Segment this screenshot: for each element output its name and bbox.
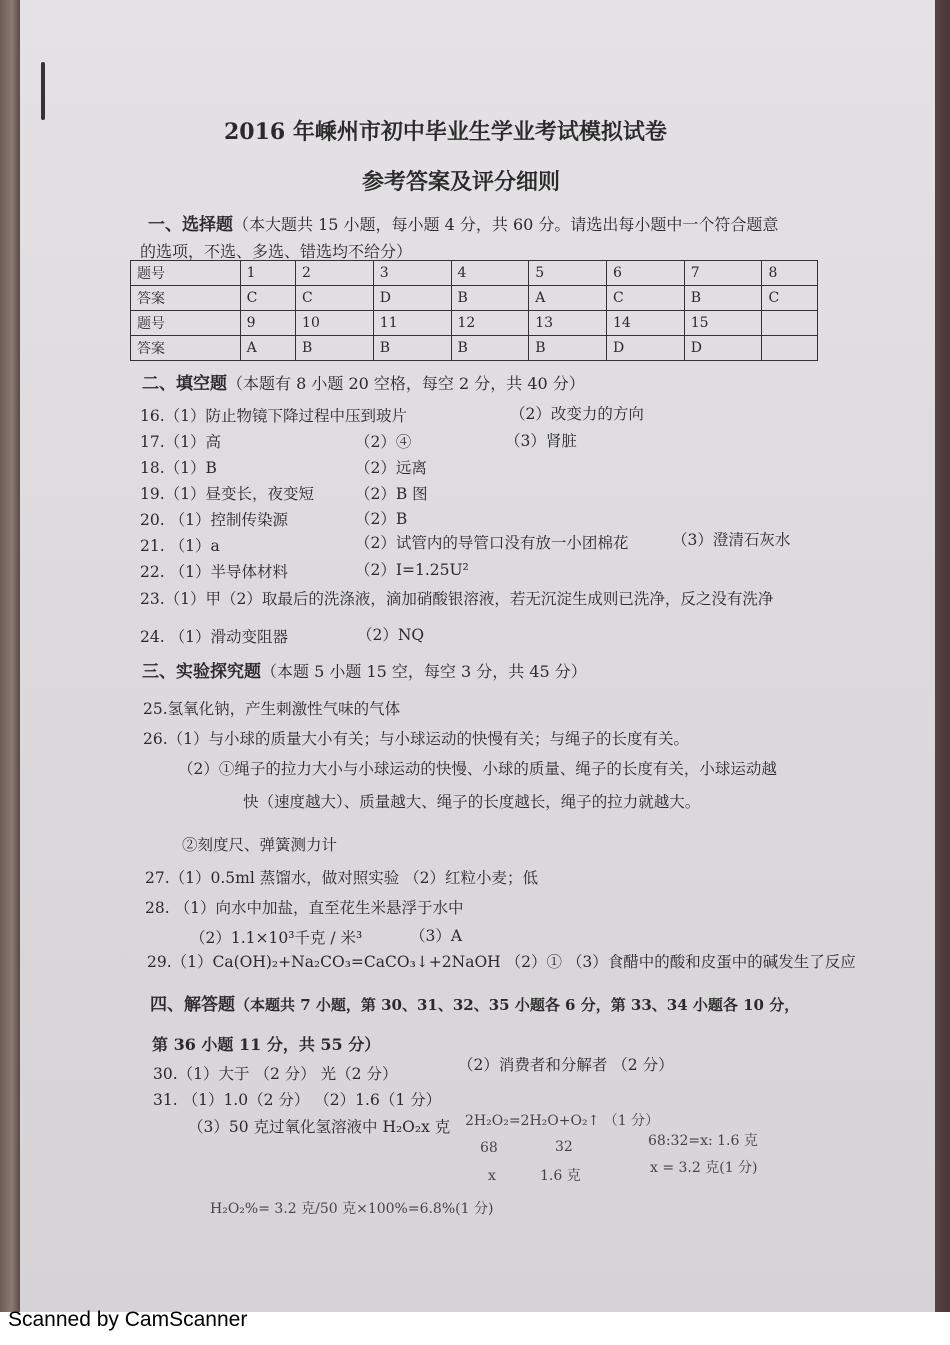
table-cell: 题号 xyxy=(131,261,241,286)
table-cell: D xyxy=(606,336,684,361)
answer-31-3: （3）50 克过氧化氢溶液中 H₂O₂x 克 xyxy=(188,1118,451,1136)
table-cell: 5 xyxy=(529,261,607,286)
table-cell: 6 xyxy=(606,261,684,286)
answer-22-2: （2）I=1.25U² xyxy=(355,561,469,579)
answer-23: 23.（1）甲（2）取最后的洗涤液，滴加硝酸银溶液，若无沉淀生成则已洗净，反之没有洗净 xyxy=(140,590,774,608)
equation: 2H₂O₂=2H₂O+O₂↑ （1 分） xyxy=(465,1113,660,1129)
table-cell: 12 xyxy=(451,311,529,336)
answer-20-1: 20. （1）控制传染源 xyxy=(140,511,288,529)
answer-25: 25.氢氧化钠，产生刺激性气味的气体 xyxy=(143,700,401,718)
table-cell: B xyxy=(451,286,529,311)
table-row xyxy=(131,261,818,286)
section-2-header xyxy=(142,369,585,394)
table-cell: B xyxy=(684,286,762,311)
section-1-heading: 一、选择题 xyxy=(148,215,233,235)
answer-22-1: 22. （1）半导体材料 xyxy=(140,563,288,581)
table-cell: 3 xyxy=(373,261,451,286)
answer-18-2: （2）远离 xyxy=(355,459,427,477)
ratio: 68:32=x: 1.6 克 xyxy=(648,1133,758,1149)
answer-21-3: （3）澄清石灰水 xyxy=(672,531,791,549)
scanner-watermark: Scanned by CamScanner xyxy=(8,1308,248,1331)
answer-16-1: 16.（1）防止物镜下降过程中压到玻片 xyxy=(140,407,408,425)
table-cell: 13 xyxy=(529,311,607,336)
table-cell: 2 xyxy=(296,261,374,286)
mass-1-6: 1.6 克 xyxy=(540,1168,581,1184)
section-2-desc: （本题有 8 小题 20 空格，每空 2 分，共 40 分） xyxy=(227,374,585,393)
section-1-header xyxy=(148,210,778,235)
table-cell: B xyxy=(373,336,451,361)
table-cell: 4 xyxy=(451,261,529,286)
page-title: 2016 年嵊州市初中毕业生学业考试模拟试卷 xyxy=(224,119,667,145)
table-cell: C xyxy=(240,286,295,311)
section-1-desc: （本大题共 15 小题，每小题 4 分，共 60 分。请选出每小题中一个符合题意 xyxy=(233,215,779,234)
answer-26-2-cont: 快（速度越大）、质量越大、绳子的长度越长，绳子的拉力就越大。 xyxy=(243,793,701,811)
answer-table xyxy=(130,260,818,361)
unknown-x: x xyxy=(488,1168,496,1184)
answer-20-2: （2）B xyxy=(355,510,408,528)
table-row xyxy=(131,311,818,336)
table-cell xyxy=(762,336,818,361)
answer-26-3: ②刻度尺、弹簧测力计 xyxy=(182,836,338,854)
table-cell: 10 xyxy=(296,311,374,336)
answer-18-1: 18.（1）B xyxy=(140,459,217,477)
answer-30-1: 30.（1）大于 （2 分） 光（2 分） xyxy=(153,1065,398,1083)
table-cell: C xyxy=(762,286,818,311)
mass-32: 32 xyxy=(555,1139,573,1155)
table-cell: 11 xyxy=(373,311,451,336)
table-cell: C xyxy=(296,286,374,311)
answer-24-1: 24. （1）滑动变阻器 xyxy=(140,628,288,646)
answer-17-1: 17.（1）高 xyxy=(140,433,222,451)
answer-26-1: 26.（1）与小球的质量大小有关；与小球运动的快慢有关；与绳子的长度有关。 xyxy=(143,730,690,748)
section-4-header xyxy=(150,990,799,1015)
answer-19-2: （2）B 图 xyxy=(355,485,428,503)
section-3-header xyxy=(142,657,587,682)
answer-26-2: （2）①绳子的拉力大小与小球运动的快慢、小球的质量、绳子的长度有关，小球运动越 xyxy=(178,760,777,778)
table-cell: 答案 xyxy=(131,286,241,311)
table-row xyxy=(131,336,818,361)
section-4-desc-2: 第 36 小题 11 分，共 55 分） xyxy=(152,1035,381,1054)
answer-17-2: （2）④ xyxy=(355,433,412,451)
table-cell: 14 xyxy=(606,311,684,336)
section-4-heading: 四、解答题 xyxy=(150,995,235,1015)
answer-28-1: 28. （1）向水中加盐，直至花生米悬浮于水中 xyxy=(145,899,464,917)
answer-16-2: （2）改变力的方向 xyxy=(510,405,644,423)
answer-19-1: 19.（1）昼变长，夜变短 xyxy=(140,485,315,503)
table-cell: D xyxy=(373,286,451,311)
section-4-desc: （本题共 7 小题，第 30、31、32、35 小题各 6 分，第 33、34 小题各 10 分， xyxy=(235,996,800,1014)
table-cell xyxy=(762,311,818,336)
table-cell: 15 xyxy=(684,311,762,336)
table-cell: A xyxy=(240,336,295,361)
percentage: H₂O₂%= 3.2 克/50 克×100%=6.8%(1 分) xyxy=(210,1201,494,1217)
table-cell: A xyxy=(529,286,607,311)
answer-21-1: 21. （1）a xyxy=(140,537,220,555)
answer-30-2: （2）消费者和分解者 （2 分） xyxy=(458,1056,674,1074)
section-1-desc-2: 的选项，不选、多选、错选均不给分） xyxy=(140,242,413,261)
table-cell: B xyxy=(529,336,607,361)
section-3-heading: 三、实验探究题 xyxy=(142,662,261,682)
table-cell: 7 xyxy=(684,261,762,286)
answer-24-2: （2）NQ xyxy=(357,626,425,644)
table-cell: B xyxy=(296,336,374,361)
answer-29: 29.（1）Ca(OH)₂+Na₂CO₃=CaCO₃↓+2NaOH （2）① （3）食醋中的酸和皮蛋中的碱发生了反应 xyxy=(147,953,856,971)
mass-68: 68 xyxy=(480,1140,498,1156)
answer-31-1: 31. （1）1.0（2 分） （2）1.6（1 分） xyxy=(153,1091,442,1109)
table-cell: 题号 xyxy=(131,311,241,336)
table-cell: 8 xyxy=(762,261,818,286)
section-3-desc: （本题 5 小题 15 空，每空 3 分，共 45 分） xyxy=(261,662,587,681)
page-subtitle: 参考答案及评分细则 xyxy=(362,169,561,195)
answer-28-2: （2）1.1×10³千克 / 米³ xyxy=(190,929,363,947)
x-result: x = 3.2 克(1 分) xyxy=(650,1160,758,1176)
table-cell: C xyxy=(606,286,684,311)
table-row xyxy=(131,286,818,311)
table-cell: 答案 xyxy=(131,336,241,361)
section-2-heading: 二、填空题 xyxy=(142,374,227,394)
table-cell: B xyxy=(451,336,529,361)
answer-21-2: （2）试管内的导管口没有放一小团棉花 xyxy=(355,534,629,552)
table-cell: 1 xyxy=(240,261,295,286)
pen-mark xyxy=(41,62,45,120)
table-cell: 9 xyxy=(240,311,295,336)
answer-17-3: （3）肾脏 xyxy=(505,432,577,450)
table-cell: D xyxy=(684,336,762,361)
answer-27: 27.（1）0.5ml 蒸馏水，做对照实验 （2）红粒小麦；低 xyxy=(145,869,539,887)
answer-28-3: （3）A xyxy=(410,927,463,945)
